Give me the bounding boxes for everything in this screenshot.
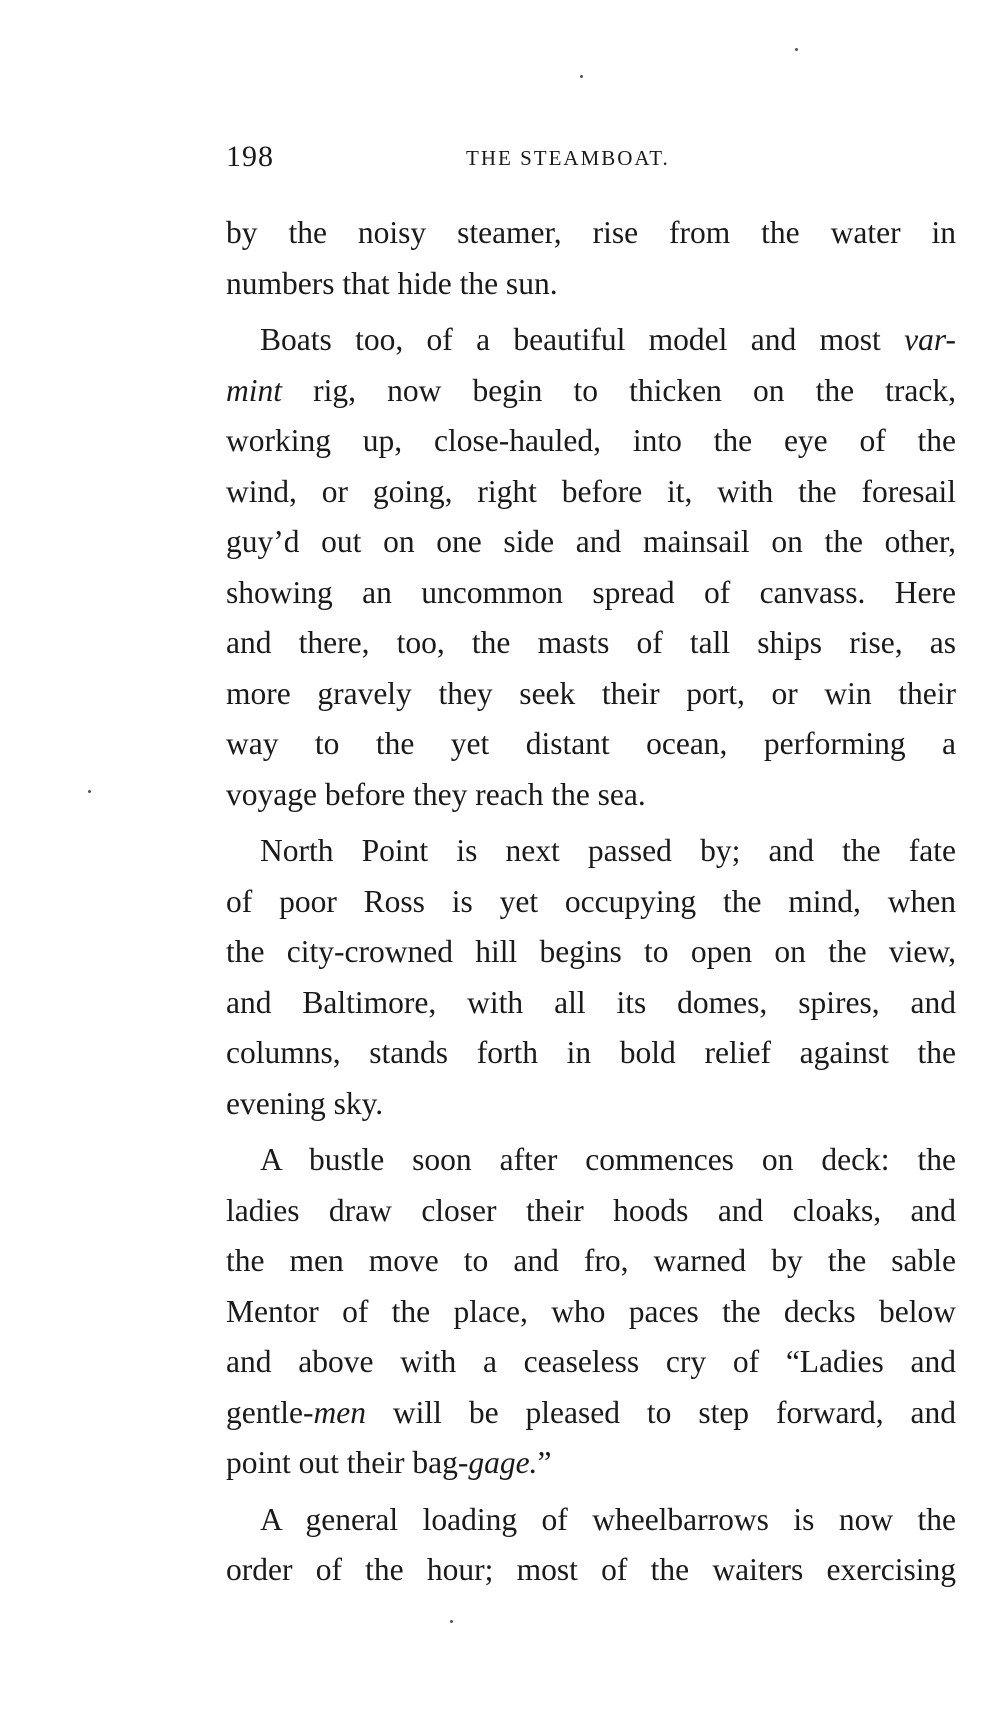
text-line: and Baltimore, with all its domes, spires, and	[226, 984, 956, 1020]
text-line: A general loading of wheelbarrows is now the	[260, 1501, 956, 1537]
paragraph-2	[226, 315, 956, 820]
text-line: A bustle soon after commences on deck: the	[260, 1142, 956, 1177]
page-number: 198	[226, 140, 274, 173]
text-line: the city-crowned hill begins to open on the view,	[226, 934, 956, 969]
running-head	[226, 140, 956, 180]
text-line: point out their bag-gage.”	[226, 1445, 552, 1480]
running-title: THE STEAMBOAT.	[466, 146, 670, 170]
text-line: Boats too, of a beautiful model and most var-	[260, 322, 956, 357]
text-line: ladies draw closer their hoods and cloaks, and	[226, 1192, 956, 1228]
text-line: more gravely they seek their port, or win their	[226, 675, 956, 711]
body-text	[226, 208, 956, 1596]
text-line: and above with a ceaseless cry of “Ladies and	[226, 1344, 956, 1379]
paper-speck	[580, 75, 583, 78]
text-line: by the noisy steamer, rise from the water in	[226, 215, 956, 250]
paper-speck	[450, 1620, 453, 1623]
paragraph-4	[226, 1135, 956, 1489]
text-line: showing an uncommon spread of canvass. Here	[226, 574, 956, 610]
text-line: evening sky.	[226, 1085, 384, 1121]
text-line: the men move to and fro, warned by the sable	[226, 1243, 956, 1278]
text-line: North Point is next passed by; and the fate	[260, 833, 956, 868]
text-line: mint rig, now begin to thicken on the track,	[226, 372, 956, 408]
text-line: wind, or going, right before it, with the foresail	[226, 473, 956, 509]
text-line: order of the hour; most of the waiters exercising	[226, 1552, 956, 1587]
paragraph-1	[226, 208, 956, 309]
paragraph-3	[226, 826, 956, 1129]
text-line: gentle-men will be pleased to step forward, and	[226, 1394, 956, 1430]
paper-speck	[88, 790, 91, 793]
text-line: voyage before they reach the sea.	[226, 776, 646, 812]
text-line: of poor Ross is yet occupying the mind, when	[226, 883, 956, 919]
paper-speck	[795, 48, 798, 51]
text-line: and there, too, the masts of tall ships rise, as	[226, 625, 956, 660]
text-line: numbers that hide the sun.	[226, 265, 558, 301]
text-line: Mentor of the place, who paces the decks below	[226, 1293, 956, 1329]
text-line: columns, stands forth in bold relief against the	[226, 1035, 956, 1070]
text-line: guy’d out on one side and mainsail on the other,	[226, 524, 956, 559]
paragraph-5	[226, 1495, 956, 1596]
text-line: working up, close-hauled, into the eye of the	[226, 423, 956, 458]
text-line: way to the yet distant ocean, performing a	[226, 726, 956, 761]
